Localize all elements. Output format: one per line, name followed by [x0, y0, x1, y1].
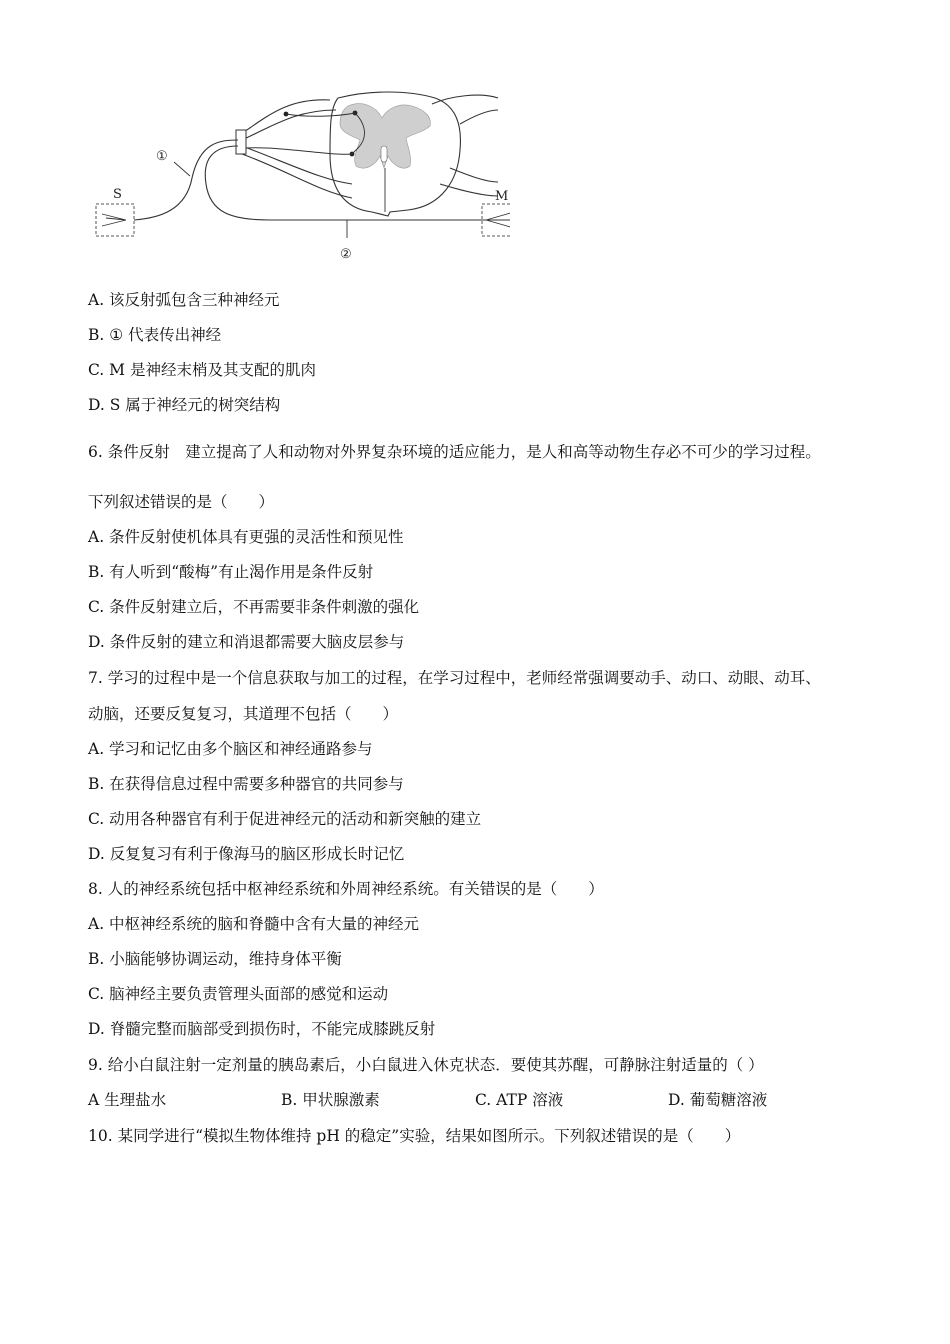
label-m: M [495, 189, 509, 204]
q7-stem-line1: 7. 学习的过程中是一个信息获取与加工的过程，在学习过程中，老师经常强调要动手、动口、动眼、动耳、 [88, 669, 821, 687]
q9-option-c: C. ATP 溶液 [475, 1091, 564, 1109]
q6-option-a: A. 条件反射使机体具有更强的灵活性和预见性 [88, 528, 404, 546]
q7-option-c: C. 动用各种器官有利于促进神经元的活动和新突触的建立 [88, 810, 482, 828]
q6-stem-line1: 6. 条件反射 建立提高了人和动物对外界复杂环境的适应能力，是人和高等动物生存必不可少的学习过程。 [88, 443, 821, 461]
q8-stem: 8. 人的神经系统包括中枢神经系统和外周神经系统。有关错误的是（ ） [88, 880, 604, 898]
q9-option-b: B. 甲状腺激素 [281, 1091, 380, 1109]
q8-option-b: B. 小脑能够协调运动，维持身体平衡 [88, 950, 342, 968]
q8-option-c: C. 脑神经主要负责管理头面部的感觉和运动 [88, 985, 389, 1003]
q5-option-d: D. S 属于神经元的树突结构 [88, 396, 281, 414]
q8-option-a: A. 中枢神经系统的脑和脊髓中含有大量的神经元 [88, 915, 420, 933]
q6-stem-line2: 下列叙述错误的是（ ） [88, 493, 275, 511]
q6-option-b: B. 有人听到“酸梅”有止渴作用是条件反射 [88, 563, 374, 581]
q5-option-a: A. 该反射弧包含三种神经元 [88, 291, 280, 309]
q7-stem-line2: 动脑，还要反复复习，其道理不包括（ ） [88, 705, 399, 723]
q8-option-d: D. 脊髓完整而脑部受到损伤时，不能完成膝跳反射 [88, 1020, 436, 1038]
q6-option-d: D. 条件反射的建立和消退都需要大脑皮层参与 [88, 633, 405, 651]
afferent-nerve [134, 140, 238, 220]
q9-stem: 9. 给小白鼠注射一定剂量的胰岛素后，小白鼠进入休克状态．要使其苏醒，可静脉注射适量的（ ） [88, 1056, 764, 1074]
label-1: ① [156, 149, 168, 164]
q9-option-a: A 生理盐水 [88, 1091, 167, 1109]
q7-option-a: A. 学习和记忆由多个脑区和神经通路参与 [88, 740, 373, 758]
q7-option-b: B. 在获得信息过程中需要多种器官的共同参与 [88, 775, 404, 793]
q9-option-d: D. 葡萄糖溶液 [668, 1091, 768, 1109]
central-canal [381, 146, 387, 162]
q5-option-c: C. M 是神经末梢及其支配的肌肉 [88, 361, 316, 379]
q10-stem: 10. 某同学进行“模拟生物体维持 pH 的稳定”实验，结果如图所示。下列叙述错误的是（ ） [88, 1127, 741, 1145]
q7-option-d: D. 反复复习有利于像海马的脑区形成长时记忆 [88, 845, 405, 863]
label-s: S [113, 187, 122, 202]
q6-option-c: C. 条件反射建立后，不再需要非条件刺激的强化 [88, 598, 420, 616]
reflex-arc-diagram [90, 88, 510, 266]
q5-option-b: B. ① 代表传出神经 [88, 326, 222, 344]
receptor-box [96, 204, 134, 236]
label-2: ② [340, 247, 352, 262]
